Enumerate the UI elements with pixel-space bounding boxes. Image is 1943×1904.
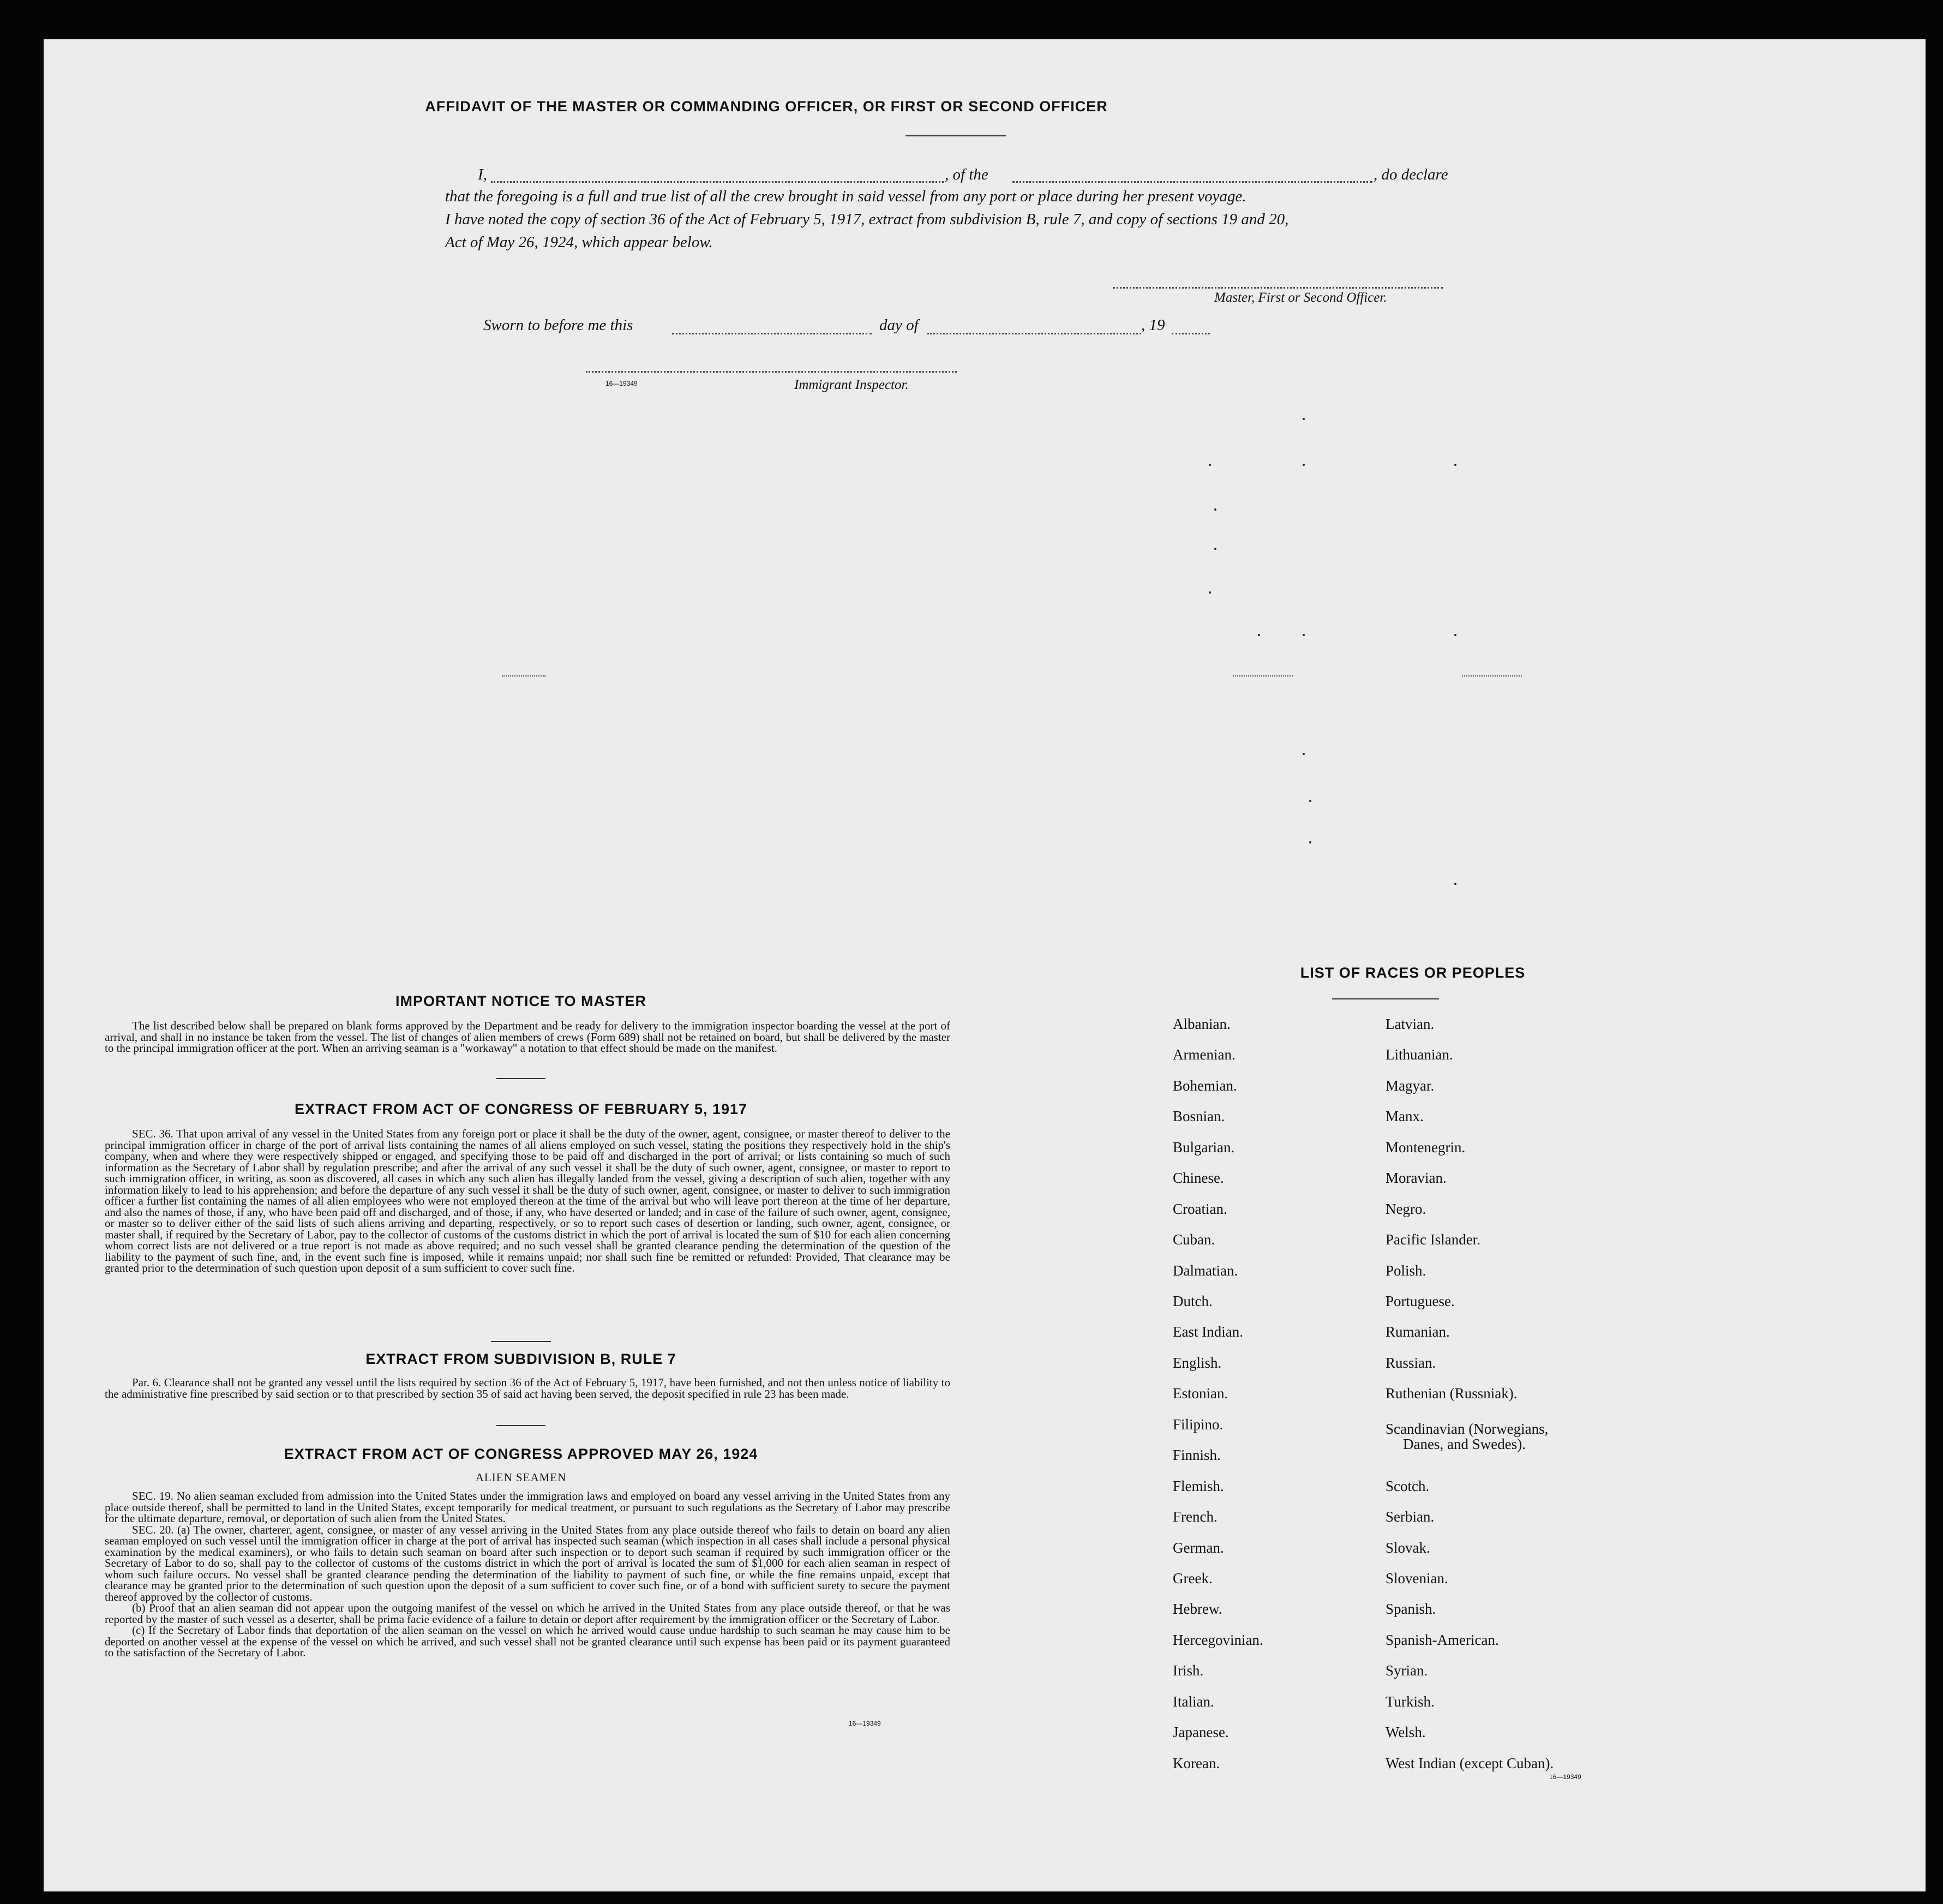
race-item: Pacific Islander. [1386,1231,1480,1248]
scan-speck [1309,841,1311,843]
master-signature-label: Master, First or Second Officer. [1214,290,1387,305]
affidavit-title: AFFIDAVIT OF THE MASTER OR COMMANDING OFFICER, OR FIRST OR SECOND OFFICER [425,98,1108,115]
day-of-label: day of [879,316,919,334]
race-item: Italian. [1173,1693,1214,1710]
race-item: Japanese. [1173,1724,1229,1740]
scan-speck [1258,634,1260,636]
race-item: Turkish. [1386,1693,1435,1710]
scan-speck [1209,464,1211,466]
title-rule [905,135,1006,136]
scan-speck [1303,464,1305,466]
race-item: Ruthenian (Russniak). [1386,1385,1518,1402]
race-item: Scandinavian (Norwegians, [1386,1421,1549,1437]
race-item: Polish. [1386,1262,1426,1279]
race-item: Hebrew. [1173,1601,1222,1617]
affidavit-form-number: 16—19349 [605,380,638,387]
race-item: Cuban. [1173,1231,1215,1248]
inspector-label: Immigrant Inspector. [794,378,909,392]
race-item: Hercegovinian. [1173,1632,1263,1648]
scan-speck [1454,883,1456,885]
scan-speck [1214,548,1216,550]
rule7-rule [496,1425,545,1426]
races-rule [1332,998,1439,999]
name-blank[interactable] [491,181,944,183]
race-item: Dalmatian. [1173,1262,1238,1279]
race-item: Dutch. [1173,1293,1213,1309]
race-item: Welsh. [1386,1724,1426,1740]
race-item: Danes, and Swedes). [1403,1436,1526,1452]
race-item: Albanian. [1173,1016,1231,1032]
affidavit-i-label: I, [478,166,487,183]
notice-body: The list described below shall be prepared on blank forms approved by the Department and be ready for delivery to the immigration inspector boarding the vessel at the port of arrival, and shall in no instance be taken from the vessel. The list of changes of alien members of crews (Form 689) shall not be retained on board, but shall be delivered by the master to the principal immigration officer at the port. When an arriving seaman is a "workaway" a notation to that effect should be made on the manifest. [105,1019,950,1055]
scan-dash [502,675,545,676]
act1924-title: EXTRACT FROM ACT OF CONGRESS APPROVED MAY 26, 1924 [284,1446,758,1462]
act1924-sec20b: (b) Proof that an alien seaman did not appear upon the outgoing manifest of the vessel on which he arrived in the United States from any place outside thereof, or that he was reported by the master of such vessel as a deserter, shall be prima facie evidence of a failure to detain or deport after requirement by the immigration officer or the Secretary of Labor. [105,1601,950,1626]
do-declare-label: , do declare [1374,166,1448,183]
scan-speck [1303,634,1305,636]
race-item: Bosnian. [1173,1108,1225,1124]
rule7-body: Par. 6. Clearance shall not be granted any vessel until the lists required by section 36 of the Act of February 5, 1917, have been furnished, and not then unless notice of liability to the administrative fine prescribed by said section or to that prescribed by section 35 of said act having been served, the deposit specified in rule 23 has been made. [105,1376,950,1400]
sworn-year-blank[interactable] [1172,333,1210,334]
year-label: , 19 [1141,316,1165,334]
affidavit-line4: Act of May 26, 1924, which appear below. [445,233,713,251]
race-item: East Indian. [1173,1324,1243,1340]
affidavit-line1 [478,166,1514,188]
sworn-line [483,316,1302,338]
race-item: Bulgarian. [1173,1139,1235,1155]
race-item: Spanish-American. [1386,1632,1499,1648]
sworn-month-blank[interactable] [927,333,1141,334]
race-item: Spanish. [1386,1601,1436,1617]
race-item: Lithuanian. [1386,1046,1453,1063]
race-item: Slovak. [1386,1540,1430,1556]
scan-speck [1303,753,1305,755]
scan-speck [1209,591,1211,594]
race-item: Latvian. [1386,1016,1435,1032]
race-item: English. [1173,1355,1222,1371]
race-item: Negro. [1386,1201,1426,1217]
race-item: French. [1173,1508,1218,1525]
scan-speck [1309,800,1311,802]
rule7-title: EXTRACT FROM SUBDIVISION B, RULE 7 [365,1351,676,1367]
act1924-body [105,1490,950,1658]
act1917-body: SEC. 36. That upon arrival of any vessel in the United States from any foreign port or place it shall be the duty of the owner, agent, consignee, or master thereof to deliver to the principal immigration officer in charge of the port of arrival lists containing the names of all aliens employed on such vessel, stating the positions they respectively hold in the ship's company, when and where they were respectively shipped or engaged, and specifying those to be paid off and discharged in the port of arrival; or lists containing so much of such information as the Secretary of Labor shall by regulation prescribe; and after the arrival of any such vessel it shall be the duty of such owner, agent, consignee, or master to report to such immigration officer, in writing, as soon as discovered, all cases in which any such alien has illegally landed from the vessel, giving a description of such alien, together with any information likely to lead to his apprehension; and before the departure of any such vessel it shall be the duty of such owner, agent, consignee, or master to deliver to such immigration officer a further list containing the names of all alien employees who were not employed thereon at the time of the arrival but who will leave port thereon at the time of her departure, and also the names of those, if any, who have been paid off and discharged, and of those, if any, who have deserted or landed; and in case of the failure of such owner, agent, consignee, or master so to deliver either of the said lists of such aliens arriving and departing, respectively, or so to report such cases of desertion or landing, such owner, agent, consignee, or master shall, if required by the Secretary of Labor, pay to the collector of customs of the customs district in which the port of arrival is located the sum of $10 for each alien concerning whom correct lists are not delivered or a true report is not made as above required; and no such vessel shall be granted clearance pending the determination of the question of the liability to the payment of such fine, and, in the event such fine is imposed, while it remains unpaid; nor shall such fine be remitted or refunded: Provided, That clearance may be granted prior to the determination of such question upon deposit of a sum sufficient to cover such fine. [105,1127,950,1274]
act1924-sec20a: SEC. 20. (a) The owner, charterer, agent, consignee, or master of any vessel arriving in the United States from any place outside thereof who fails to detain on board any alien seaman employed on such vessel until the immigration officer in charge at the port of arrival has inspected such seaman (which inspection in all cases shall include a personal physical examination by the medical examiners), or who fails to detain such seaman on board after such inspection or to deport such seaman if required by such immigration officer or the Secretary of Labor to do so, shall pay to the collector of customs of the customs district in which the port of arrival is located the sum of $1,000 for each alien seaman in respect of whom such failure occurs. No vessel shall be granted clearance pending the determination of the liability to payment of such fine, or while the fine remains unpaid, except that clearance may be granted prior to the determination of such question upon the deposit of a sum sufficient to cover such fine, or of a bond with sufficient surety to secure the payment thereof approved by the collector of customs. [105,1523,950,1603]
race-item: Flemish. [1173,1478,1224,1494]
race-item: Finnish. [1173,1447,1221,1463]
race-item: Slovenian. [1386,1570,1448,1586]
inspector-signature-blank[interactable] [586,371,957,373]
race-item: Rumanian. [1386,1324,1450,1340]
race-item: Montenegrin. [1386,1139,1466,1155]
race-item: Syrian. [1386,1662,1428,1679]
race-item: Magyar. [1386,1077,1435,1094]
affidavit-line3: I have noted the copy of section 36 of the Act of February 5, 1917, extract from subdivision B, rule 7, and copy of sections 19 and 20, [445,211,1289,228]
races-form-number: 16—19349 [1549,1773,1581,1781]
race-item: Moravian. [1386,1170,1447,1186]
race-item: Estonian. [1173,1385,1228,1402]
act1924-sec20c: (c) If the Secretary of Labor finds that deportation of the alien seaman on the vessel on which he arrived would cause undue hardship to such seaman he may cause him to be deported on another vessel at the expense of the vessel on which he arrived, and such vessel shall not be granted clearance until such expense has been paid or its payment guaranteed to the satisfaction of the Secretary of Labor. [105,1624,950,1659]
race-item: Croatian. [1173,1201,1227,1217]
scan-dash [1233,675,1293,676]
race-item: German. [1173,1540,1224,1556]
affidavit-line2: that the foregoing is a full and true list of all the crew brought in said vessel from any port or place during her present voyage. [445,188,1246,205]
scan-speck [1303,418,1305,420]
act1924-sec19: SEC. 19. No alien seaman excluded from admission into the United States under the immigration laws and employed on board any vessel arriving in the United States from any place outside thereof, shall be permitted to land in the United States, except temporarily for medical treatment, or pursuant to such regulations as the Secretary of Labor may prescribe for the ultimate departure, removal, or deportation of such alien from the United States. [105,1489,950,1525]
scan-speck [1454,634,1456,636]
act1924-subtitle: ALIEN SEAMEN [475,1471,567,1484]
race-item: Serbian. [1386,1508,1435,1525]
race-item: Irish. [1173,1662,1204,1679]
scan-speck [1454,464,1456,466]
races-title: LIST OF RACES OR PEOPLES [1300,965,1526,981]
race-item: Portuguese. [1386,1293,1455,1309]
act1917-rule [491,1341,551,1342]
master-signature-blank[interactable] [1113,287,1443,289]
notice-rule [496,1078,545,1079]
form-sheet [44,39,1926,1891]
sworn-day-blank[interactable] [672,333,872,334]
sworn-label: Sworn to before me this [483,316,633,334]
race-item: West Indian (except Cuban). [1386,1755,1554,1771]
act1917-title: EXTRACT FROM ACT OF CONGRESS OF FEBRUARY 5, 1917 [294,1101,748,1117]
notice-title: IMPORTANT NOTICE TO MASTER [395,993,646,1009]
race-item: Russian. [1386,1355,1436,1371]
of-the-label: , of the [945,166,988,183]
race-item: Filipino. [1173,1416,1224,1433]
race-item: Bohemian. [1173,1077,1237,1094]
race-item: Greek. [1173,1570,1213,1586]
race-item: Armenian. [1173,1046,1236,1063]
race-item: Manx. [1386,1108,1424,1124]
vessel-blank[interactable] [1012,181,1372,183]
scan-speck [1214,508,1216,511]
scan-dash [1462,675,1522,676]
race-item: Chinese. [1173,1170,1224,1186]
race-item: Scotch. [1386,1478,1430,1494]
act1924-form-number: 16—19349 [849,1720,881,1727]
race-item: Korean. [1173,1755,1220,1771]
